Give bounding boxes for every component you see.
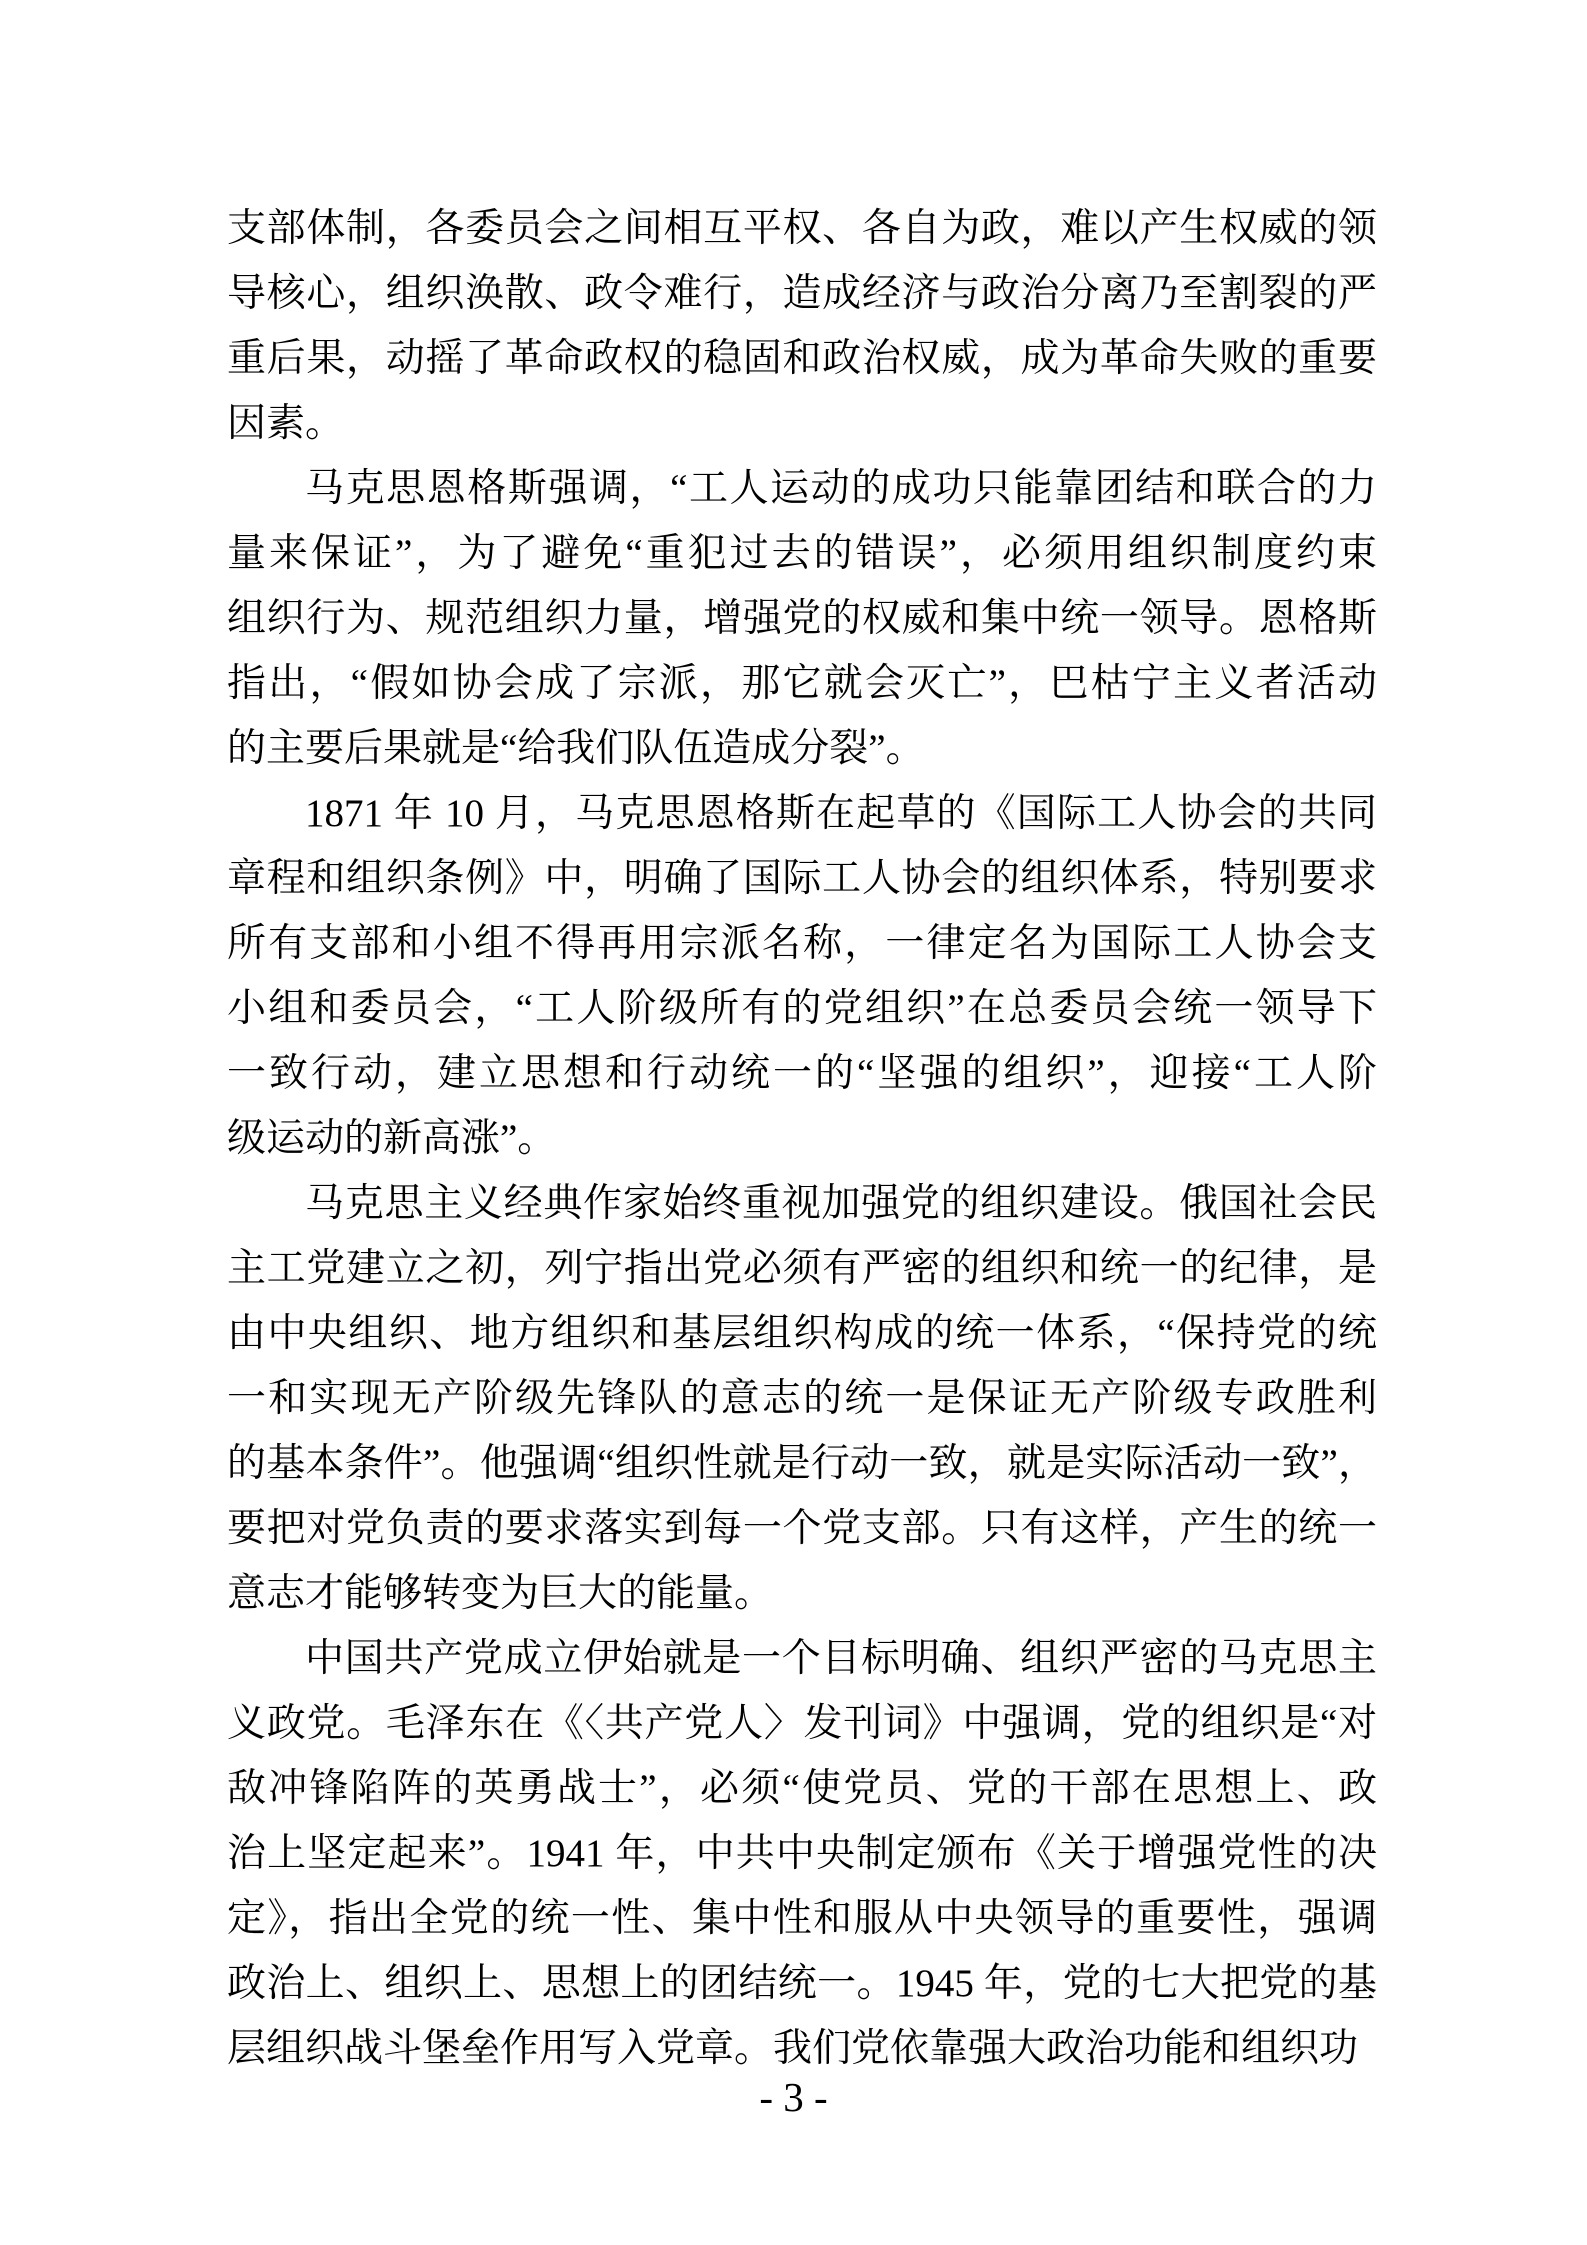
paragraph (227, 781, 1377, 1171)
document-body (227, 196, 1377, 2081)
text-line: 因素。 (227, 402, 345, 445)
text-line: 导核心，组织涣散、政令难行，造成经济与政治分离乃至割裂的严 (227, 272, 1377, 315)
text-line: 中国共产党成立伊始就是一个目标明确、组织严密的马克思主 (305, 1637, 1377, 1680)
paragraph (227, 1626, 1377, 2081)
text-line: 的基本条件”。他强调“组织性就是行动一致，就是实际活动一致”， (227, 1442, 1377, 1485)
text-line: 由中央组织、地方组织和基层组织构成的统一体系，“保持党的统 (227, 1312, 1377, 1355)
text-line: 要把对党负责的要求落实到每一个党支部。只有这样，产生的统一 (227, 1507, 1377, 1550)
page-number: - 3 - (759, 2074, 828, 2120)
text-line: 敌冲锋陷阵的英勇战士”，必须“使党员、党的干部在思想上、政 (227, 1767, 1377, 1810)
text-line: 所有支部和小组不得再用宗派名称，一律定名为国际工人协会支 (227, 922, 1377, 965)
text-line: 治上坚定起来”。1941 年，中共中央制定颁布《关于增强党性的决 (227, 1832, 1377, 1875)
text-line: 主工党建立之初，列宁指出党必须有严密的组织和统一的纪律，是 (227, 1247, 1377, 1290)
text-line: 指出，“假如协会成了宗派，那它就会灭亡”，巴枯宁主义者活动 (227, 662, 1377, 705)
text-line: 重后果，动摇了革命政权的稳固和政治权威，成为革命失败的重要 (227, 337, 1377, 380)
paragraph (227, 1171, 1377, 1626)
text-line: 政治上、组织上、思想上的团结统一。1945 年，党的七大把党的基 (227, 1962, 1377, 2005)
text-line: 定》，指出全党的统一性、集中性和服从中央领导的重要性，强调 (227, 1897, 1377, 1940)
text-line: 一致行动，建立思想和行动统一的“坚强的组织”，迎接“工人阶 (227, 1052, 1377, 1095)
text-line: 马克思主义经典作家始终重视加强党的组织建设。俄国社会民 (305, 1182, 1377, 1225)
text-line: 一和实现无产阶级先锋队的意志的统一是保证无产阶级专政胜利 (227, 1377, 1377, 1420)
text-line: 组织行为、规范组织力量，增强党的权威和集中统一领导。恩格斯 (227, 597, 1377, 640)
text-line: 级运动的新高涨”。 (227, 1117, 557, 1160)
text-line: 的主要后果就是“给我们队伍造成分裂”。 (227, 727, 925, 770)
paragraph (227, 456, 1377, 781)
paragraph (227, 196, 1377, 456)
text-line: 量来保证”，为了避免“重犯过去的错误”，必须用组织制度约束 (227, 532, 1377, 575)
text-line: 章程和组织条例》中，明确了国际工人协会的组织体系，特别要求 (227, 857, 1377, 900)
text-line: 1871 年 10 月，马克思恩格斯在起草的《国际工人协会的共同 (305, 792, 1377, 835)
text-line: 层组织战斗堡垒作用写入党章。我们党依靠强大政治功能和组织功 (227, 2027, 1359, 2070)
text-line: 义政党。毛泽东在《〈共产党人〉发刊词》中强调，党的组织是“对 (227, 1702, 1377, 1745)
text-line: 意志才能够转变为巨大的能量。 (227, 1572, 774, 1615)
text-line: 马克思恩格斯强调，“工人运动的成功只能靠团结和联合的力 (305, 467, 1377, 510)
text-line: 小组和委员会，“工人阶级所有的党组织”在总委员会统一领导下 (227, 987, 1377, 1030)
text-line: 支部体制，各委员会之间相互平权、各自为政，难以产生权威的领 (227, 207, 1377, 250)
